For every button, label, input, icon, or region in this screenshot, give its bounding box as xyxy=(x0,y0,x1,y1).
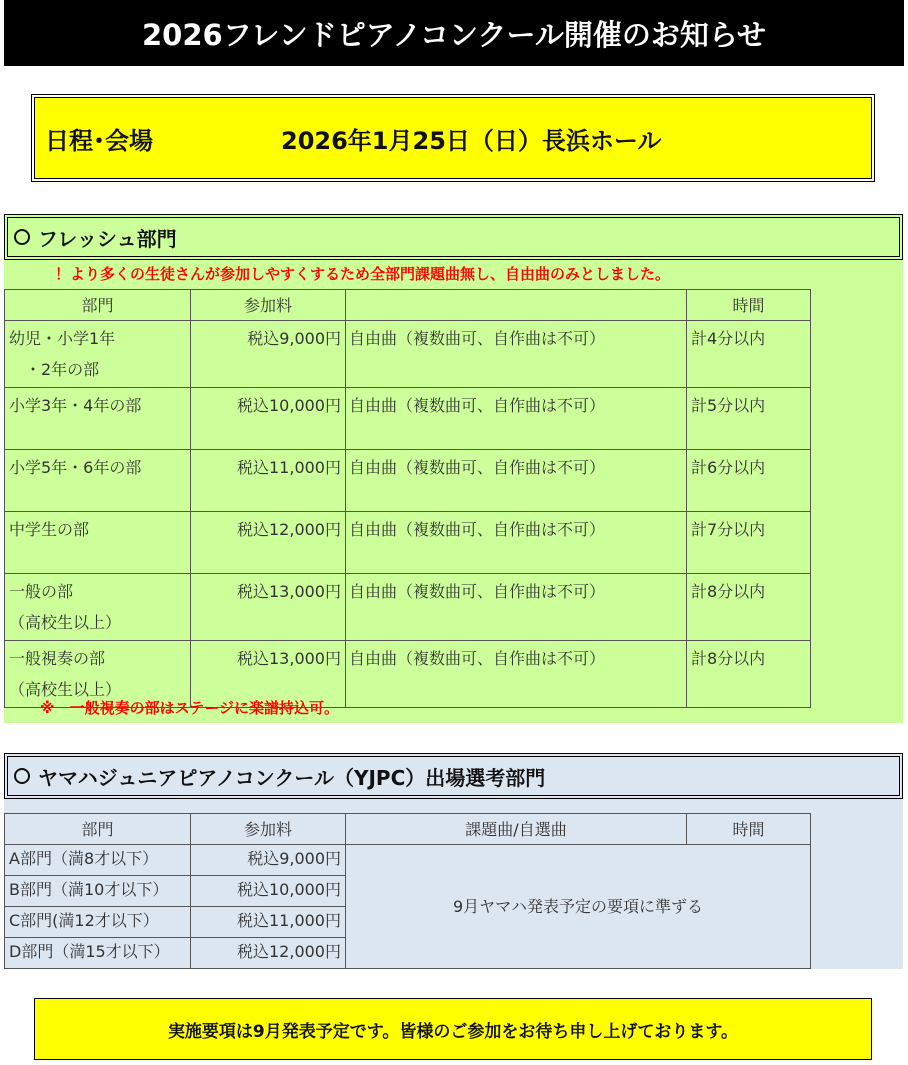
yjpc-table xyxy=(4,813,811,969)
circle-icon xyxy=(14,768,30,784)
table-row xyxy=(5,450,811,512)
column-header: 部門 xyxy=(5,814,191,845)
column-header: 時間 xyxy=(687,290,811,321)
yjpc-section-title: ヤマハジュニアピアノコンクール（YJPC）出場選考部門 xyxy=(38,765,546,790)
fee-cell: 税込13,000円 xyxy=(191,641,346,708)
piece-cell: 自由曲（複数曲可、自作曲は不可） xyxy=(346,321,687,388)
table-row xyxy=(5,321,811,388)
table-row xyxy=(5,388,811,450)
fee-cell: 税込9,000円 xyxy=(191,321,346,388)
division-cell: C部門(満12才以下） xyxy=(5,907,191,938)
column-header: 時間 xyxy=(687,814,811,845)
piece-cell: 自由曲（複数曲可、自作曲は不可） xyxy=(346,512,687,574)
piece-cell: 自由曲（複数曲可、自作曲は不可） xyxy=(346,388,687,450)
time-cell: 計6分以内 xyxy=(687,450,811,512)
division-cell: D部門（満15才以下） xyxy=(5,938,191,969)
division-cell: A部門（満8才以下） xyxy=(5,845,191,876)
fresh-section-header xyxy=(4,214,903,260)
division-cell: 小学3年・4年の部 xyxy=(5,388,191,450)
page-title: 2026フレンドピアノコンクール開催のお知らせ xyxy=(4,0,904,66)
fee-cell: 税込13,000円 xyxy=(191,574,346,641)
table-header-row xyxy=(5,290,811,321)
division-cell: 一般の部 （高校生以上） xyxy=(5,574,191,641)
time-cell: 計5分以内 xyxy=(687,388,811,450)
fee-cell: 税込12,000円 xyxy=(191,938,346,969)
schedule-value: 2026年1月25日（日）長浜ホール xyxy=(281,126,662,155)
time-cell: 計4分以内 xyxy=(687,321,811,388)
table-row xyxy=(5,845,811,876)
time-cell: 計8分以内 xyxy=(687,641,811,708)
fee-cell: 税込10,000円 xyxy=(191,876,346,907)
table-row xyxy=(5,574,811,641)
fee-cell: 税込12,000円 xyxy=(191,512,346,574)
division-cell: 幼児・小学1年 ・2年の部 xyxy=(5,321,191,388)
piece-cell: 自由曲（複数曲可、自作曲は不可） xyxy=(346,641,687,708)
time-cell: 計8分以内 xyxy=(687,574,811,641)
piece-cell: 自由曲（複数曲可、自作曲は不可） xyxy=(346,574,687,641)
merged-note-cell: 9月ヤマハ発表予定の要項に準ずる xyxy=(346,845,811,969)
yjpc-section-header xyxy=(4,753,903,799)
piece-cell: 自由曲（複数曲可、自作曲は不可） xyxy=(346,450,687,512)
footer-notice: 実施要項は9月発表予定です。皆様のご参加をお待ち申し上げております。 xyxy=(34,998,872,1060)
time-cell: 計7分以内 xyxy=(687,512,811,574)
column-header: 部門 xyxy=(5,290,191,321)
schedule-label: 日程･会場 xyxy=(45,126,153,155)
column-header: 課題曲/自選曲 xyxy=(346,814,687,845)
table-row xyxy=(5,512,811,574)
table-header-row xyxy=(5,814,811,845)
division-cell: 一般視奏の部 （高校生以上） xyxy=(5,641,191,708)
fee-cell: 税込11,000円 xyxy=(191,907,346,938)
fresh-notice: ！より多くの生徒さんが参加しやすくするため全部門課題曲無し、自由曲のみとしました。 xyxy=(55,265,671,283)
fresh-section-title: フレッシュ部門 xyxy=(38,226,177,251)
column-header: 参加料 xyxy=(191,290,346,321)
fresh-table xyxy=(4,289,811,708)
circle-icon xyxy=(14,229,30,245)
division-cell: 小学5年・6年の部 xyxy=(5,450,191,512)
column-header xyxy=(346,290,687,321)
division-cell: 中学生の部 xyxy=(5,512,191,574)
division-cell: B部門（満10才以下） xyxy=(5,876,191,907)
schedule-box xyxy=(34,97,872,179)
fee-cell: 税込10,000円 xyxy=(191,388,346,450)
fee-cell: 税込9,000円 xyxy=(191,845,346,876)
column-header: 参加料 xyxy=(191,814,346,845)
fee-cell: 税込11,000円 xyxy=(191,450,346,512)
fresh-footnote: ※ 一般視奏の部はステージに楽譜持込可。 xyxy=(40,699,339,717)
